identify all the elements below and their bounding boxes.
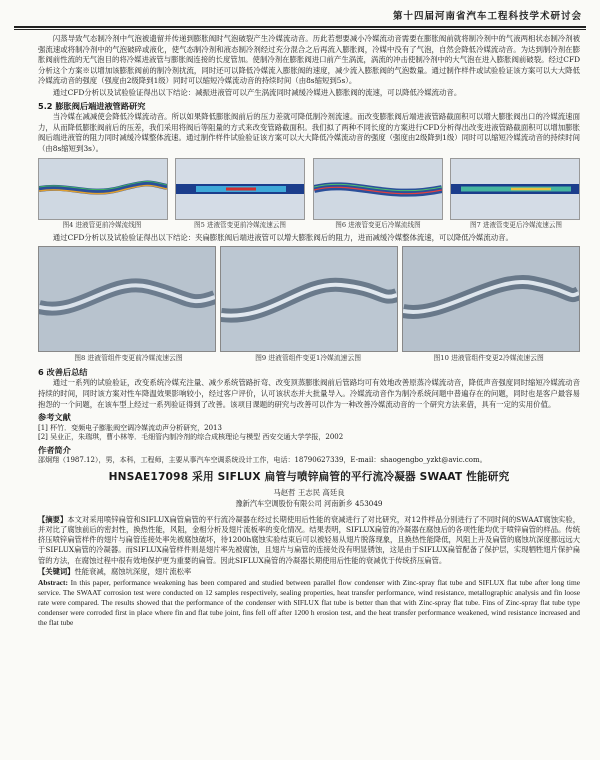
keywords-text: 性能衰减，腐蚀坑深度，翅片流松率	[74, 566, 192, 576]
author-intro-heading: 作者简介	[38, 444, 71, 455]
abstract-en-label: Abstract:	[38, 578, 68, 588]
figure-9-caption: 图9 进液管组件变更1冷媒流速云图	[255, 354, 362, 363]
author-intro-text: 邵炯翔（1987.12），男，本科，工程师，主要从事汽车空调系统设计工作，电话：18790627339，E-mail：shaogengbo_yzkt@avic.com。	[38, 456, 487, 465]
paper-title: HNSAE17098 采用 SIFLUX 扁管与喷锌扁管的平行流冷凝器 SWAAT 性能研究	[108, 471, 510, 484]
figure-row	[38, 158, 580, 220]
abstract-en-text: In this paper, performance weakening has been compared and studied between parallel flow condenser with Zinc-spray flat tube and SIFLUX flat tube after long time service. The SWAAT corrosion test were conducted on 12 samples respectively, sealing properties, heat transfer performance, wind resistance, metallographic analysis and fin loose rate were compared. The results showed that the performance of the condenser with SIFLUX flat tube is better than that with Zinc-spray flat tube. Fins of Zinc-spray flat tube type condenser were corroded first in place where fin and flat tube joint, fins fell off after 1200 h erosion test, and the heat transfer performance weakened, wind resistance increased and the flat tube	[38, 578, 580, 628]
summary-paragraph: 通过一系列的试验验证，改变系统冷媒充注量、减少系统管路折弯、改变顶蒸膨胀阀前后管路均可有效地改善原蒸冷媒流动音，降低声音强度同时缩短冷媒流动音持续的时间，同时该方案对性车降温效果影响较小，经过客户评价，认可该状态并大批量导入。冷媒流动音作为制冷系统问题中普遍存在的问题，同时也是客户最容易抱怨的一个问题，在该车型上经过一系列验证得到了改善。该项目课题的研究与改善可以作为一种改善冷媒流动音的一个研究方法来借，具有一定的实用价值。	[38, 378, 580, 409]
figure-4-image	[38, 158, 168, 220]
reference-item: [1] 杯竹．变频电子膨胀阀空调冷媒流动声分析研究，2013	[38, 423, 222, 432]
figure-8-image	[38, 246, 216, 352]
header-rule-thin	[14, 29, 586, 30]
section-heading: 5.2 膨胀阀后端进液管路研究	[38, 100, 146, 111]
figure-5-image	[175, 158, 305, 220]
figure-7-caption: 图7 进液管变更后冷媒流速云图	[469, 220, 562, 229]
figure-row-2	[38, 246, 580, 352]
figure-10-caption: 图10 进液管组件变更2冷媒流速云图	[433, 354, 544, 363]
figure-10-image	[402, 246, 580, 352]
header-rule	[14, 26, 586, 28]
figure-4-caption: 图4 进液管更前冷媒流线图	[62, 220, 142, 229]
figure-caption-row	[38, 221, 580, 230]
keywords-paragraph	[38, 567, 580, 577]
abstract-en-paragraph	[38, 578, 580, 628]
section-heading: 6 改善后总结	[38, 366, 88, 377]
abstract-label: 【摘要】	[38, 514, 68, 524]
figure-9-image	[220, 246, 398, 352]
paper-authors: 马赵哲 王志民 高廷良	[273, 487, 345, 497]
figure-7-image	[450, 158, 580, 220]
figure-6-image	[313, 158, 443, 220]
body-paragraph: 闪蒸导致气态制冷剂中气泡被遗留并传递到膨胀阀时气泡破裂产生冷媒流动音。历此若想要减小冷媒流动音需要在膨胀阀前就将制冷剂中的气液两相状态制冷剂被强流速或将制冷剂中的气泡破碎或液化，使气态制冷剂和液态制冷剂经过充分混合之后再流入膨胀阀，冷媒中没有了气泡，自然会降低冷媒流动音。为达到制冷剂在膨胀阀前性流的无气泡目的将冷媒进液管与膨胀阀连接的长度管加。使制冷剂在膨胀阀进口前产生涡流，涡流的冲击使制冷剂中的大气泡在进入膨胀阀前破裂。经过CFD分析这个方案※以增加该膨胀阀前的制冷剂扰流，同时还可以降低冷媒流入膨胀阀的速度，减少流入膨胀阀的气泡数量。通过制作样件或试验验证该方案可以大大降低冷媒流动音的强度（强度由2级降到1级）同时可以缩短冷媒流动音的持续时间（由8s缩短到5s）。	[38, 34, 580, 86]
figure-8-caption: 图8 进液管组件变更前冷媒流速云图	[74, 354, 183, 363]
abstract-paragraph	[38, 515, 580, 566]
figure-6-caption: 图6 进液管变更后冷媒流线图	[335, 220, 421, 229]
journal-header: 第十四届河南省汽车工程科技学术研讨会	[392, 11, 582, 22]
keywords-label: 【关键词】	[38, 566, 75, 576]
abstract-text: 本文对采用喷锌扁管和SIFLUX扁管扁管的平行流冷凝器在经过长期使用后性能的衰减进行了对比研究，对12件样品分别进行了不同时间的SWAAT腐蚀实验，并对比了腐蚀前后的密封性，换热性能，风阻，金相分析及翅片流板率的变化情况。结果表明，SIFLUX扁管的冷凝器在腐蚀后的各项性能均优于喷锌扁管的样品。传统挤压喷锌扁管样件的翅片与扁管连接处率先被腐蚀破坏，待1200h腐蚀实验结束后可以被轻易从翅片脱落现象，且换热性能降低，风阻上升及扁管的腐蚀坑深度都远远大于SIFLUX扁管的冷凝器。而SIFLUX扁管样件则是翅片率先被腐蚀，且翅片与扁管的连接处没有明显锈蚀，这是由于SIFLUX扁管配备了保护层，实现牺牲翅片保护扁管的方法，在腐蚀过程中很有效地保护更为重要的扁管。因此SIFLUX扁管的冷凝器长期使用后性能的衰减优于传统挤压扁管。	[38, 514, 580, 565]
references-heading: 参考文献	[38, 412, 71, 423]
conclusion-paragraph: 通过CFD分析以及试验验证得出以下结论：减振进液管可以产生涡流同时减缓冷媒进入膨胀阀的流速，可以降低冷媒流动音。	[52, 87, 462, 97]
body-paragraph: 当冷媒在减减使会降低冷媒流动音。所以如果降低膨胀阀前后的压力差就可降低制冷剂流速。而改变膨胀阀后端进液管路截面积可以增大膨胀阀出口的冷媒流速面力，从而降低膨胀阀前后的压差，我们采用将阀后等阻量的方式来改变管路截面积。我们拟了两种不同长度的方案进行CFD分析得出改变进液管路截面积可以增加膨胀阀后端进液管的阻力同时减缓冷媒整体流速。通过制作样件试验验证该方案可以大大降低冷媒流动音的强度（强度由2级降到1级）同时可以缩短冷媒流动音的持续时间（由8s缩短到3s）。	[38, 112, 580, 153]
reference-item: [2] 吴业正，朱瑞琪，曹小林等．毛细管内制冷剂的综合成核理论与模型 西安交通大学学报，2002	[38, 433, 344, 442]
conclusion-paragraph: 通过CFD分析以及试验验证得出以下结论：夹扁膨胀阀后端进液管可以增大膨胀阀后的阻力，进而减缓冷媒整体流速，可以降低冷媒流动音。	[52, 232, 513, 242]
figure-5-caption: 图5 进液管变更前冷媒流速云图	[193, 220, 286, 229]
figure-caption-row-2	[38, 353, 580, 364]
paper-affiliation: 豫新汽车空调股份有限公司 河南新乡 453049	[235, 499, 383, 509]
article-body	[38, 34, 580, 629]
